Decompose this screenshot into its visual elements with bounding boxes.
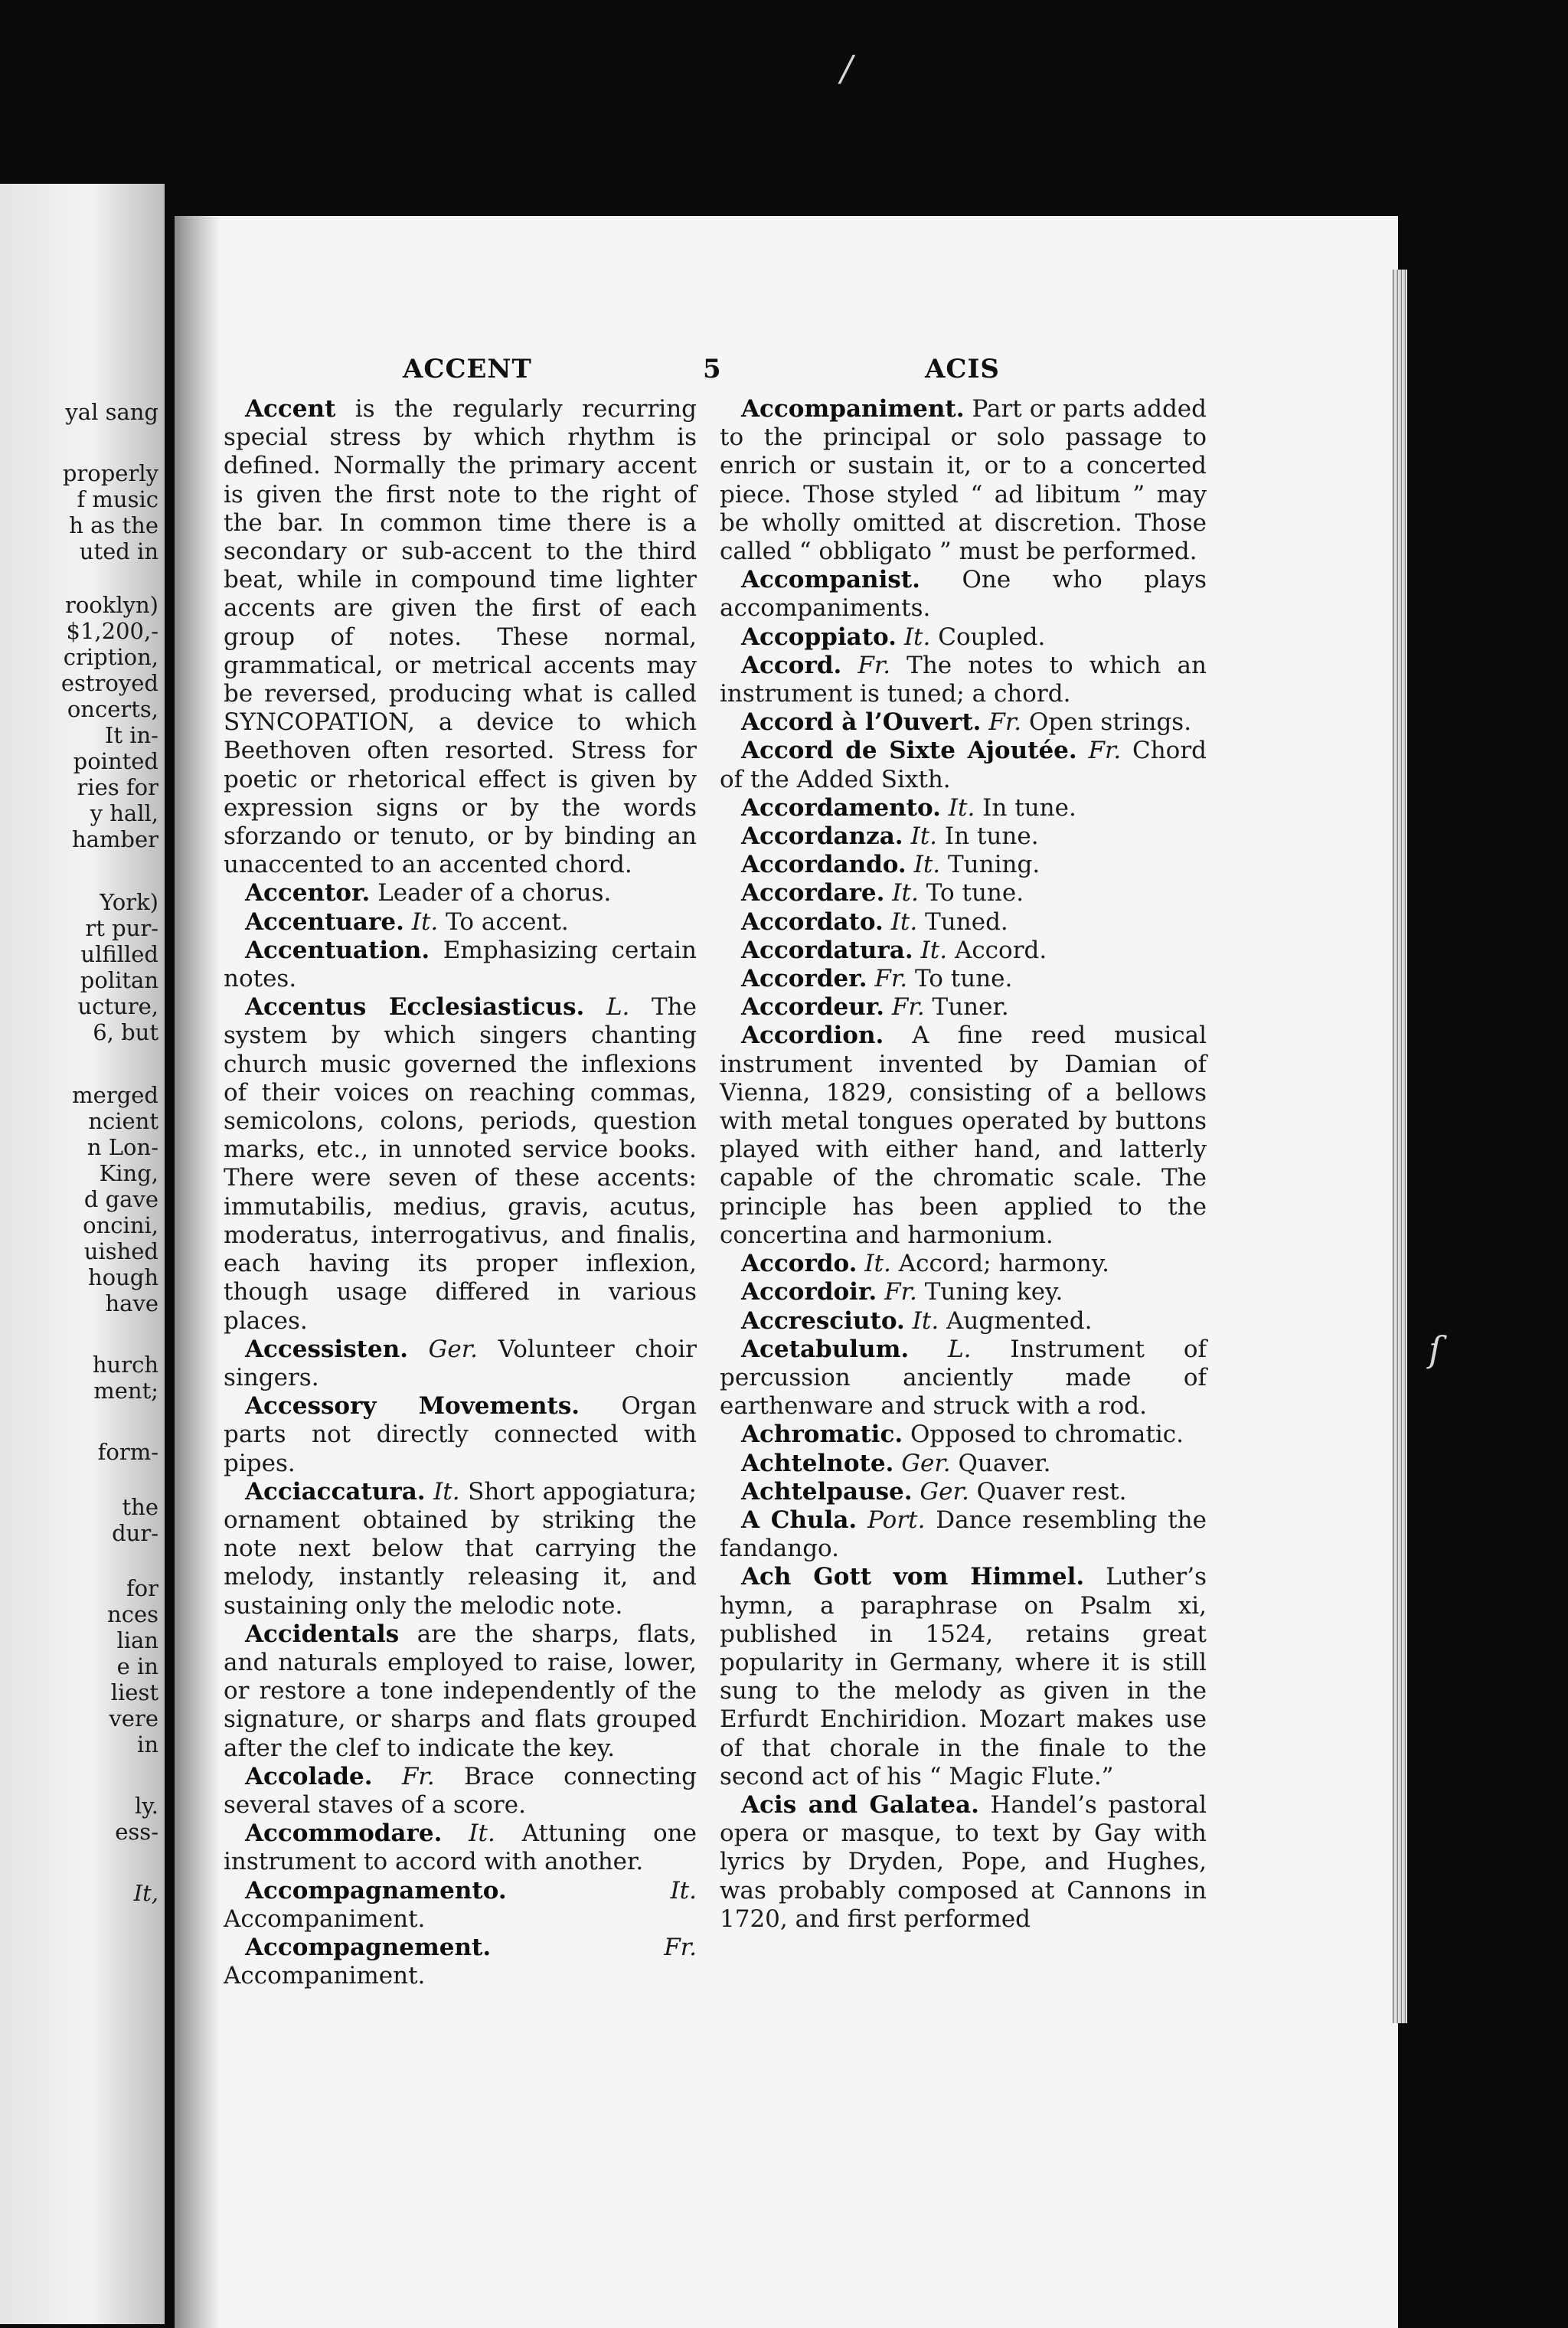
entry-term: Accordanza. xyxy=(741,822,903,851)
entry-definition: are the sharps, flats, and naturals employed to raise, lower, or restore a tone independently of the signature, or sharps and flats grouped after the clef to indicate the key. xyxy=(224,1620,697,1762)
dictionary-entry xyxy=(720,993,1207,1022)
entry-language-label: Fr. xyxy=(884,1278,917,1306)
entry-language-label: Fr. xyxy=(1088,737,1122,765)
entry-definition: The system by which singers chanting church music governed the inflexions of their voices on reaching commas, semicolons, colons, periods, question marks, etc., in unnoted service books. There were seven of these accents: immutabilis, medius, gravis, acutus, moderatus, interrogativus, and finalis, each having its proper inflexion, though usage differed in various places. xyxy=(224,993,697,1335)
entry-definition: Tuning. xyxy=(948,851,1040,879)
previous-page-text-fragment: n Lon- xyxy=(87,1134,158,1160)
entry-language-label: It. xyxy=(469,1820,495,1848)
entry-definition: Instrument of percussion anciently made of earthenware and struck with a rod. xyxy=(720,1335,1207,1421)
dictionary-entry xyxy=(224,1620,697,1763)
previous-page-edge xyxy=(0,184,165,2324)
dictionary-entry xyxy=(720,1336,1207,1421)
entry-term: A Chula. xyxy=(741,1506,858,1534)
entry-language-label: Port. xyxy=(867,1506,926,1534)
entry-term: Accordando. xyxy=(741,851,906,879)
entry-term: Accord de Sixte Ajoutée. xyxy=(741,737,1077,765)
entry-term: Acis and Galatea. xyxy=(741,1790,979,1819)
page-edge-stack xyxy=(1392,270,1407,2023)
entry-definition: Attuning one instrument to accord with another. xyxy=(224,1820,697,1876)
previous-page-text-fragment: f music xyxy=(77,486,158,512)
dictionary-entry xyxy=(720,1421,1207,1449)
entry-term: Accordare. xyxy=(741,879,885,907)
entry-language-label: It. xyxy=(892,879,919,907)
previous-page-text-fragment: politan xyxy=(80,967,158,993)
entry-language-label: Fr. xyxy=(858,651,891,679)
stray-pencil-mark: / xyxy=(841,47,853,89)
entry-language-label: Ger. xyxy=(901,1449,951,1477)
entry-language-label: L. xyxy=(606,993,630,1022)
dictionary-entry xyxy=(720,737,1207,793)
dictionary-entry xyxy=(720,1278,1207,1306)
dictionary-entry xyxy=(224,1820,697,1876)
entry-term: Achtelpause. xyxy=(741,1477,913,1506)
entry-definition: Accompaniment. xyxy=(224,1905,426,1933)
entry-language-label: It. xyxy=(890,907,918,936)
entry-language-label: Fr. xyxy=(988,708,1022,737)
entry-definition: To accent. xyxy=(446,907,569,936)
previous-page-text-fragment: the xyxy=(122,1494,158,1520)
dictionary-entry xyxy=(224,1336,697,1392)
dictionary-entry xyxy=(720,879,1207,907)
entry-language-label: It. xyxy=(864,1250,891,1278)
entry-definition: Chord of the Added Sixth. xyxy=(720,737,1207,793)
entry-definition: The notes to which an instrument is tuned; a chord. xyxy=(720,651,1207,708)
entry-definition: Emphasizing certain notes. xyxy=(224,936,697,993)
previous-page-text-fragment: uished xyxy=(83,1238,158,1264)
entry-term: Accordamento. xyxy=(741,793,941,822)
entry-language-label: Ger. xyxy=(920,1477,969,1506)
entry-definition: Accompaniment. xyxy=(224,1962,426,1990)
entry-language-label: It. xyxy=(670,1876,697,1905)
dictionary-entry xyxy=(720,908,1207,937)
previous-page-text-fragment: ncient xyxy=(88,1108,158,1134)
entry-language-label: It. xyxy=(910,822,938,851)
entry-term: Accordato. xyxy=(741,907,884,936)
dictionary-entry xyxy=(720,708,1207,737)
dictionary-entry xyxy=(720,1250,1207,1278)
entry-term: Acciaccatura. xyxy=(245,1477,426,1506)
dictionary-entry xyxy=(720,623,1207,652)
previous-page-text-fragment: ucture, xyxy=(77,993,158,1019)
dictionary-entry xyxy=(224,1392,697,1478)
previous-page-text-fragment: hamber xyxy=(71,826,158,852)
entry-definition: Volunteer choir singers. xyxy=(224,1335,697,1391)
previous-page-text-fragment: ess- xyxy=(115,1819,158,1845)
entry-term: Accordeur. xyxy=(741,993,885,1022)
entry-term: Achtelnote. xyxy=(741,1449,894,1477)
dictionary-entry xyxy=(720,965,1207,993)
dictionary-entry xyxy=(224,879,697,907)
left-entries-column xyxy=(224,395,697,1990)
entry-definition: Luther’s hymn, a paraphrase on Psalm xi, published in 1524, retains great popularity in Germany, where it is still sung to the melody as given in the Erfurdt Enchiridion. Mozart makes use of that chorale in the finale to the second act of his “ Magic Flute.” xyxy=(720,1563,1207,1790)
entry-term: Accordo. xyxy=(741,1250,858,1278)
previous-page-text-fragment: rt pur- xyxy=(85,915,158,941)
entry-term: Accordion. xyxy=(741,1022,884,1050)
entry-term: Accentuation. xyxy=(245,936,430,964)
dictionary-entry xyxy=(720,1563,1207,1791)
previous-page-text-fragment: estroyed xyxy=(60,670,158,696)
previous-page-text-fragment: It, xyxy=(133,1880,158,1906)
entry-language-label: It. xyxy=(903,623,931,651)
previous-page-text-fragment: 6, but xyxy=(93,1019,158,1045)
entry-definition: Handel’s pastoral opera or masque, to text by Gay with lyrics by Dryden, Pope, and Hughes, was probably composed at Cannons in 1720, and first performed xyxy=(720,1790,1207,1933)
entry-language-label: Ger. xyxy=(428,1335,479,1363)
previous-page-text-fragment: in xyxy=(137,1731,158,1757)
previous-page-text-fragment: $1,200,- xyxy=(66,618,158,644)
entry-language-label: L. xyxy=(948,1335,972,1363)
previous-page-text-fragment: yal sang xyxy=(65,399,158,425)
entry-definition: Part or parts added to the principal or solo passage to enrich or sustain it, or to a concerted piece. Those styled “ ad libitum ” may be wholly omitted at discretion. Those called “ obbligato ” must be performed. xyxy=(720,395,1207,566)
entry-definition: Accord. xyxy=(954,936,1047,964)
previous-page-text-fragment: h as the xyxy=(69,512,158,538)
entry-language-label: Fr. xyxy=(401,1762,435,1790)
dictionary-entry xyxy=(224,1478,697,1620)
entry-term: Accommodare. xyxy=(245,1820,443,1848)
entry-definition: Quaver. xyxy=(958,1449,1051,1477)
entry-definition: Brace connecting several staves of a score. xyxy=(224,1762,697,1819)
previous-page-text-fragment: y hall, xyxy=(90,800,158,826)
previous-page-text-fragment: have xyxy=(105,1290,158,1316)
entry-term: Accoppiato. xyxy=(741,623,897,651)
previous-page-text-fragment: hurch xyxy=(92,1352,158,1378)
entry-definition: Leader of a chorus. xyxy=(377,879,612,907)
entry-definition: To tune. xyxy=(926,879,1024,907)
entry-definition: To tune. xyxy=(915,965,1013,993)
entry-definition: Quaver rest. xyxy=(976,1477,1127,1506)
guide-word-right: ACIS xyxy=(925,354,1000,384)
entry-definition: Tuning key. xyxy=(924,1278,1063,1306)
previous-page-text-fragment: pointed xyxy=(73,748,158,774)
dictionary-entry xyxy=(720,851,1207,879)
entry-term: Accresciuto. xyxy=(741,1306,905,1335)
entry-language-label: Fr. xyxy=(664,1933,697,1961)
dictionary-entry xyxy=(224,1934,697,1990)
stray-pencil-mark: ſ xyxy=(1429,1329,1442,1370)
previous-page-text-fragment: lian xyxy=(116,1627,158,1653)
previous-page-text-fragment: hough xyxy=(87,1264,158,1290)
entry-definition: In tune. xyxy=(982,793,1076,822)
entry-term: Accessisten. xyxy=(245,1335,409,1363)
dictionary-entry xyxy=(224,395,697,879)
previous-page-text-fragment: vere xyxy=(109,1705,158,1731)
previous-page-text-fragment: It in- xyxy=(104,722,158,748)
entry-definition: Accord; harmony. xyxy=(898,1250,1109,1278)
previous-page-text-fragment: properly xyxy=(62,460,158,486)
entry-term: Accordoir. xyxy=(741,1278,877,1306)
previous-page-text-fragment: liest xyxy=(110,1679,158,1705)
entry-definition: In tune. xyxy=(944,822,1039,851)
dictionary-entry xyxy=(720,395,1207,566)
entry-definition: A fine reed musical instrument invented by Damian of Vienna, 1829, consisting of a bellows with metal tongues operated by buttons played with either hand, and latterly capable of the chromatic scale. The principle has been applied to the concertina and harmonium. xyxy=(720,1022,1207,1249)
entry-definition: One who plays accompaniments. xyxy=(720,566,1207,623)
dictionary-entry xyxy=(720,1791,1207,1934)
previous-page-text-fragment: e in xyxy=(116,1653,158,1679)
dictionary-entry xyxy=(720,1478,1207,1506)
entry-term: Accompagnement. xyxy=(245,1933,492,1961)
previous-page-text-fragment: nces xyxy=(107,1601,158,1627)
previous-page-text-fragment: uted in xyxy=(79,538,158,564)
entry-definition: Open strings. xyxy=(1028,708,1192,737)
dictionary-entry xyxy=(720,1450,1207,1478)
guide-word-left: ACCENT xyxy=(403,354,532,384)
previous-page-text-fragment: cription, xyxy=(63,644,158,670)
entry-definition: Coupled. xyxy=(938,623,1046,651)
entry-language-label: Fr. xyxy=(891,993,925,1022)
previous-page-text-fragment: King, xyxy=(99,1160,158,1186)
dictionary-entry xyxy=(224,1763,697,1820)
previous-page-text-fragment: ulfilled xyxy=(80,941,158,967)
entry-term: Accentor. xyxy=(245,879,371,907)
entry-term: Accessory Movements. xyxy=(245,1392,580,1421)
dictionary-entry xyxy=(720,937,1207,965)
entry-language-label: It. xyxy=(920,936,948,964)
entry-term: Accentus Ecclesiasticus. xyxy=(245,993,585,1022)
dictionary-entry xyxy=(720,1506,1207,1563)
dictionary-entry xyxy=(224,1877,697,1934)
previous-page-text-fragment: ries for xyxy=(77,774,158,800)
dictionary-entry xyxy=(224,908,697,937)
entry-definition: Organ parts not directly connected with pipes. xyxy=(224,1392,697,1477)
entry-term: Accidentals xyxy=(245,1620,400,1648)
previous-page-text-fragment: York) xyxy=(100,889,158,915)
dictionary-entry xyxy=(720,1022,1207,1250)
entry-term: Accompagnamento. xyxy=(245,1876,507,1905)
previous-page-text-fragment: form- xyxy=(97,1439,158,1465)
entry-term: Accordatura. xyxy=(741,936,913,964)
dictionary-entry xyxy=(720,794,1207,822)
previous-page-text-fragment: d gave xyxy=(83,1186,158,1212)
entry-definition: Short appogiatura; ornament obtained by striking the note next below that carrying the melody, instantly releasing it, and sustaining only the melodic note. xyxy=(224,1477,697,1620)
previous-page-text-fragment: merged xyxy=(72,1082,158,1108)
entry-term: Accentuare. xyxy=(245,907,404,936)
entry-term: Accord. xyxy=(741,651,842,679)
dictionary-entry xyxy=(720,566,1207,623)
entry-language-label: It. xyxy=(912,1306,939,1335)
entry-definition: Opposed to chromatic. xyxy=(910,1421,1184,1449)
entry-term: Accorder. xyxy=(741,965,867,993)
dictionary-entry xyxy=(720,822,1207,851)
entry-language-label: It. xyxy=(913,851,941,879)
entry-term: Achromatic. xyxy=(741,1421,903,1449)
entry-definition: is the regularly recurring special stress by which rhythm is defined. Normally the primary accent is given the first note to the right of the bar. In common time there is a secondary or sub-accent to the third beat, while in compound time lighter accents are given the first of each group of notes. These normal, grammatical, or metrical accents may be reversed, producing what is called SYNCOPATION, a device to which Beethoven often resorted. Stress for poetic or rhetorical effect is given by expression signs or by the words sforzando or tenuto, or by binding an unaccented to an accented chord. xyxy=(224,395,697,879)
entry-definition: Dance resembling the fandango. xyxy=(720,1506,1207,1563)
dictionary-entry xyxy=(224,993,697,1335)
previous-page-text-fragment: rooklyn) xyxy=(64,592,158,618)
previous-page-text-fragment: oncerts, xyxy=(67,696,158,722)
entry-definition: Tuned. xyxy=(925,907,1008,936)
page-number: 5 xyxy=(703,354,722,384)
binding-gutter xyxy=(175,216,220,2328)
entry-term: Accord à l’Ouvert. xyxy=(741,708,982,737)
entry-term: Accent xyxy=(245,395,336,423)
entry-term: Accompanist. xyxy=(741,566,920,594)
entry-term: Accolade. xyxy=(245,1762,373,1790)
previous-page-text-fragment: dur- xyxy=(112,1520,158,1546)
entry-term: Acetabulum. xyxy=(741,1335,910,1363)
entry-language-label: It. xyxy=(411,907,439,936)
entry-definition: Tuner. xyxy=(932,993,1009,1022)
previous-page-text-fragment: oncini, xyxy=(83,1212,158,1238)
entry-language-label: Fr. xyxy=(874,965,908,993)
dictionary-entry xyxy=(720,652,1207,708)
entry-term: Ach Gott vom Himmel. xyxy=(741,1563,1085,1591)
dictionary-entry xyxy=(720,1307,1207,1336)
previous-page-text-fragment: ment; xyxy=(93,1378,158,1404)
dictionary-entry xyxy=(224,937,697,993)
previous-page-text-fragment: ly. xyxy=(134,1793,158,1819)
previous-page-text-fragment: for xyxy=(126,1575,158,1601)
entry-definition: Augmented. xyxy=(946,1306,1093,1335)
entry-language-label: It. xyxy=(433,1477,460,1506)
entry-term: Accompaniment. xyxy=(741,395,965,423)
entry-language-label: It. xyxy=(948,793,975,822)
right-entries-column xyxy=(720,395,1207,1934)
